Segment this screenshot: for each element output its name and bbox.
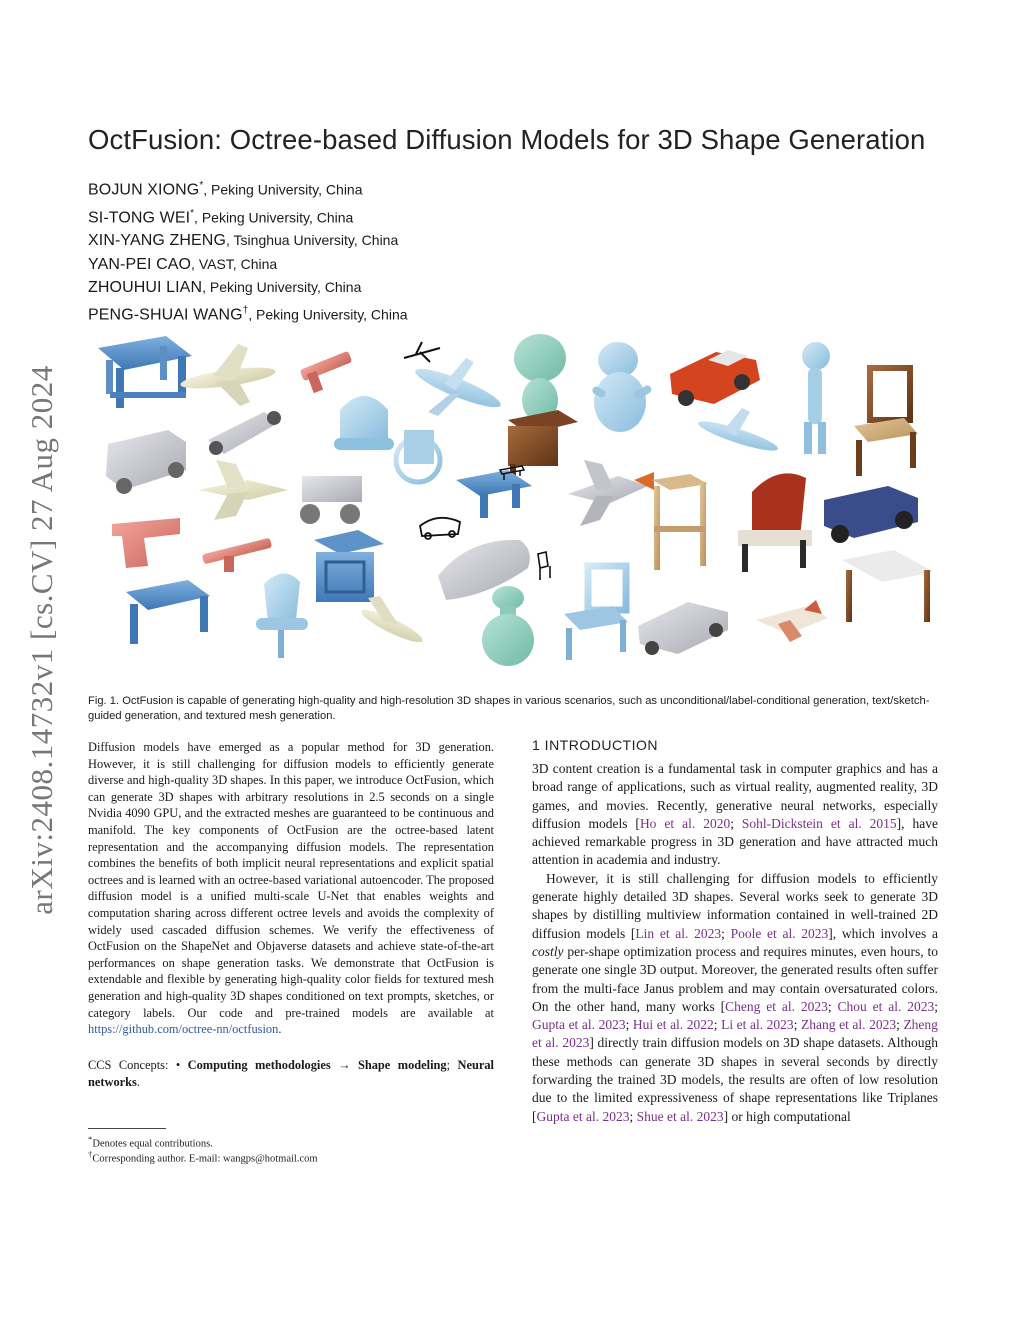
cat-figure-shape (802, 342, 830, 454)
citation-link[interactable]: Li et al. 2023 (721, 1017, 794, 1033)
abstract-end: . (278, 1022, 282, 1037)
author-5 (88, 276, 688, 299)
fighter-jet-shape (198, 460, 288, 520)
author-6 (88, 299, 688, 327)
blue-table-shape (98, 336, 192, 408)
sketch-airplane-shape (404, 342, 440, 362)
arxiv-identifier: arXiv:2408.14732v1 [cs.CV] 27 Aug 2024 (24, 365, 59, 915)
author-mark: † (242, 305, 249, 317)
author-affiliation: , Tsinghua University, China (226, 232, 399, 249)
citation-link[interactable]: Zhang et al. 2023 (801, 1017, 897, 1033)
wooden-desk-shape (508, 410, 578, 478)
author-4 (88, 253, 688, 276)
ccs-concept-shape-modeling: Computing methodologies → Shape modeling (187, 1058, 447, 1072)
author-name: SI-TONG WEI (88, 208, 191, 226)
salmon-gun-shape (300, 351, 353, 393)
footnote-rule (88, 1128, 166, 1129)
silver-sedan-shape (638, 602, 728, 655)
citation-link[interactable]: Ho et al. 2020 (639, 815, 731, 831)
author-name: YAN-PEI CAO (88, 255, 192, 273)
grey-office-chair-shape (256, 573, 308, 658)
author-affiliation: , Peking University, China (202, 278, 362, 295)
cream-airplane-shape (179, 344, 276, 406)
author-list (88, 174, 688, 327)
robot-vehicle-shape (300, 476, 362, 524)
author-2 (88, 202, 688, 230)
footnote-mark: † (88, 1149, 93, 1159)
white-airliner-shape (412, 358, 504, 416)
paper-title: OctFusion: Octree-based Diffusion Models for 3D Shape Generation (88, 124, 926, 155)
blue-truck-shape (824, 486, 918, 543)
salmon-pistol-shape (112, 518, 180, 568)
author-affiliation: , Peking University, China (248, 306, 408, 323)
author-mark: * (199, 180, 204, 191)
footnote-mark: * (88, 1134, 93, 1144)
author-3 (88, 229, 688, 252)
section-heading-introduction: 1 INTRODUCTION (532, 737, 658, 753)
author-affiliation: , Peking University, China (203, 181, 363, 198)
citation-link[interactable]: Poole et al. 2023 (730, 925, 829, 941)
white-wooden-table-shape (842, 550, 934, 622)
jet-airplane-shape (696, 408, 780, 456)
author-mark: * (190, 207, 195, 219)
author-name: XIN-YANG ZHENG (88, 232, 227, 250)
citation-link[interactable]: Chou et al. 2023 (837, 998, 935, 1014)
blue-foosball-table-shape (126, 580, 210, 644)
wheelchair-shape (396, 430, 440, 482)
light-blue-chair-shape (564, 566, 628, 660)
salmon-rifle-shape (202, 538, 272, 572)
author-name: PENG-SHUAI WANG (88, 306, 243, 324)
camo-fighter-jet-shape (568, 460, 654, 526)
figure-caption: Fig. 1. OctFusion is capable of generating high-quality and high-resolution 3D shapes in various scenarios, such as unconditional/label-conditional generation, text/sketch-guided generation, and textured mesh generation. (88, 695, 930, 722)
author-name: ZHOUHUI LIAN (88, 278, 203, 296)
ccs-concepts (88, 1057, 494, 1090)
blue-side-table-shape (314, 530, 384, 602)
code-link[interactable]: https://github.com/octree-nn/octfusion (88, 1022, 279, 1037)
citation-link[interactable]: Gupta et al. 2023 (532, 1017, 626, 1033)
sketch-chair-shape (538, 552, 550, 580)
wooden-nightstand-shape (652, 474, 708, 570)
mint-vase-shape (482, 586, 534, 666)
ccs-concept-neural-networks: Neural networks (88, 1058, 494, 1089)
abstract (88, 739, 494, 1038)
introduction-body (532, 760, 938, 1126)
citation-link[interactable]: Sohl-Dickstein et al. 2015 (741, 815, 897, 831)
citation-link[interactable]: Cheng et al. 2023 (725, 998, 828, 1014)
bear-figure-shape (591, 342, 653, 432)
author-1 (88, 174, 688, 202)
author-affiliation: , Peking University, China (194, 208, 354, 225)
abstract-text: Diffusion models have emerged as a popular method for 3D generation. However, it is still challenging for diffusion models to efficiently generate diverse and high-quality 3D shapes. In this paper, we introduce OctFusion, which can generate 3D shapes with arbitrary resolutions in 2.5 seconds on a single Nvidia 4090 GPU, and the extracted meshes are guaranteed to be continuous and manifold. The key components of OctFusion are the octree-based latent representation and the accompanying diffusion models. The representation combines the benefits of both implicit neural representations and explicit spatial octrees and is learned with an octree-based variational autoencoder. The proposed diffusion model is a unified multi-scale U-Net that enables weights and computation sharing across different octree levels and avoids the complexity of widely used cascaded diffusion schemes. We verify the effectiveness of OctFusion on the ShapeNet and Objaverse datasets and achieve state-of-the-art performances on shape generation tasks. We demonstrate that OctFusion is extendable and flexible by generating high-quality color fields for textured mesh generation and high-quality 3D shapes conditioned on text prompts, sketches, or category labels. Our code and pre-trained models are available at (88, 740, 494, 1020)
small-blue-table-shape (456, 470, 532, 518)
footnote-text: Denotes equal contributions. (92, 1138, 213, 1150)
ccs-prefix: CCS Concepts: • (88, 1058, 188, 1072)
ccs-end: . (136, 1074, 140, 1089)
grey-suv-shape (106, 430, 186, 494)
citation-link[interactable]: Lin et al. 2023 (635, 925, 722, 941)
citation-link[interactable]: Hui et al. 2022 (632, 1017, 714, 1033)
striped-jet-shape (756, 600, 828, 642)
footnote-text: Corresponding author. E-mail: wangps@hotmail.com (92, 1153, 318, 1165)
red-pickup-truck-shape (670, 350, 760, 406)
race-car-shape (208, 411, 281, 455)
wooden-chair-shape (854, 368, 918, 476)
figure-1-shape-gallery (88, 330, 944, 685)
emphasis: costly (532, 943, 564, 959)
blue-sculpture-chair-shape (334, 396, 394, 450)
intro-paragraph-1: 3D content creation is a fundamental task in computer graphics and has a broad range of applications, such as virtual reality, augmented reality, 3D games, and movies. Recently, generative neural networks, especially diffusion models [Ho et al. 2020; Sohl-Dickstein et al. 2015], have achieved remarkable progress in 3D generation and have attracted much attention in academia and industry. (532, 761, 938, 868)
footnote-corresponding-author (88, 1147, 494, 1167)
ccs-separator: ; (446, 1058, 458, 1072)
small-airplane-shape (358, 596, 425, 647)
arxiv-sidebar (20, 340, 64, 940)
citation-link[interactable]: Shue et al. 2023 (636, 1108, 724, 1124)
author-name: BOJUN XIONG (88, 181, 200, 199)
red-armchair-shape (738, 473, 812, 572)
citation-link[interactable]: Gupta et al. 2023 (536, 1108, 630, 1124)
author-affiliation: , VAST, China (191, 255, 278, 272)
sketch-car-shape (420, 518, 460, 539)
intro-paragraph-2: However, it is still challenging for diffusion models to efficiently generate highly detailed 3D shapes. Several works seek to generate 3D shapes by distilling multiview information contained in well-trained 2D diffusion models [Lin et al. 2023; Poole et al. 2023], which involves a costly per-shape optimization process and requires minutes, even hours, to generate one single 3D output. Moreover, the generated results often suffer from the multi-face Janus problem and may contain oversaturated colors. On the other hand, many works [Cheng et al. 2023; Chou et al. 2023; Gupta et al. 2023; Hui et al. 2022; Li et al. 2023; Zhang et al. 2023; Zheng et al. 2023] directly train diffusion models on 3D shape datasets. Although these methods can generate 3D shapes in several seconds by directly forwarding the trained 3D models, the results are often of low resolution due to the limited expressiveness of shape representations like Triplanes [Gupta et al. 2023; Shue et al. 2023] or high computational (532, 870, 938, 1124)
citation-link[interactable]: Zheng et al. 2023 (532, 1017, 938, 1051)
